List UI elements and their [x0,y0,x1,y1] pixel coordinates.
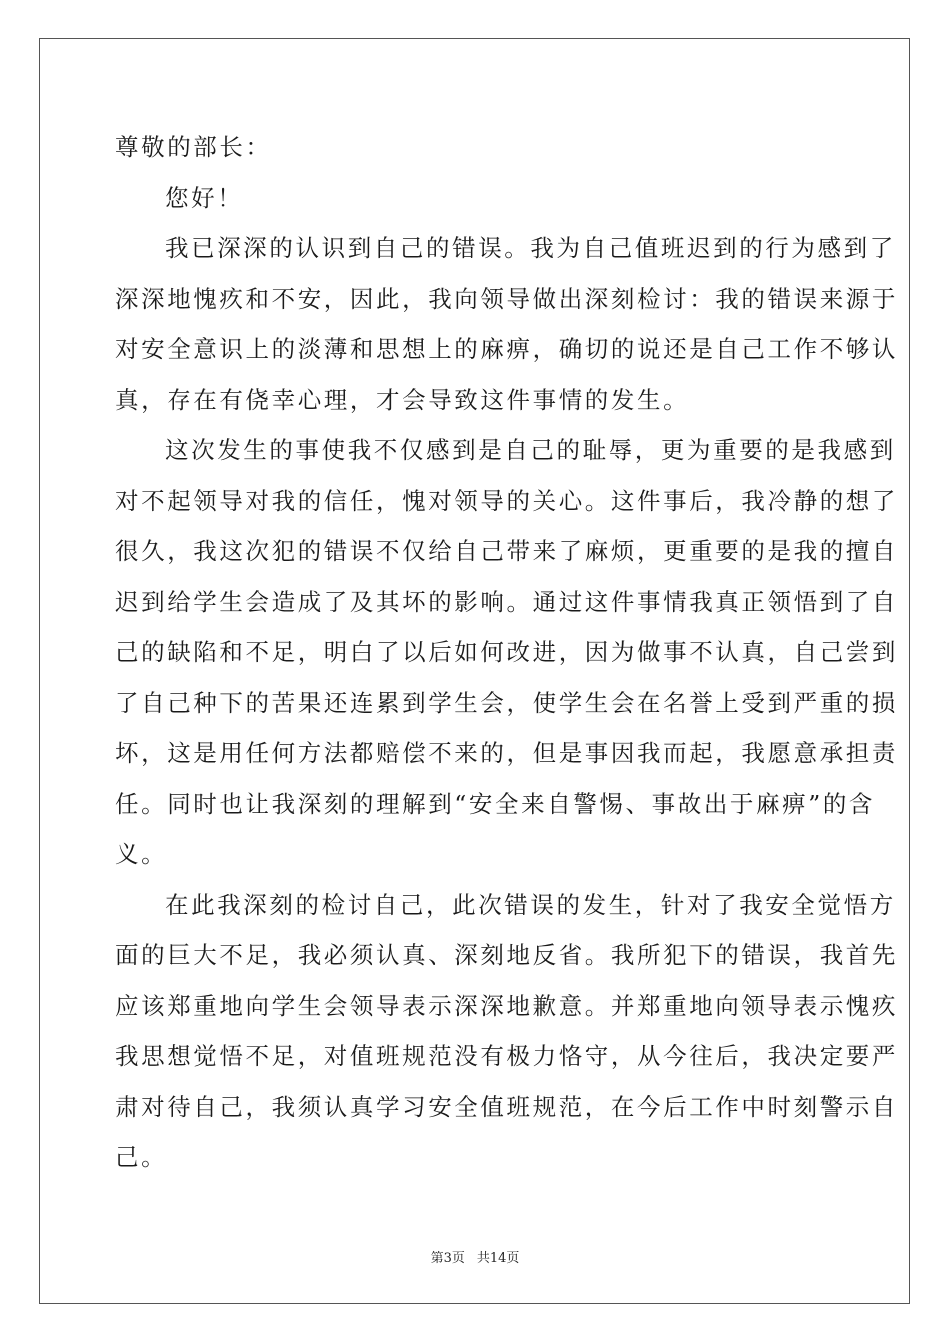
paragraph-line: 对安全意识上的淡薄和思想上的麻痹，确切的说还是自己工作不够认 [115,335,898,363]
page-footer [0,1247,950,1266]
paragraph-line: 面的巨大不足，我必须认真、深刻地反省。我所犯下的错误，我首先 [115,941,898,969]
paragraph-line: 坏，这是用任何方法都赔偿不来的，但是事因我而起，我愿意承担责 [115,739,898,767]
paragraph-line: 任。同时也让我深刻的理解到“安全来自警惕、事故出于麻痹”的含 [115,789,876,818]
paragraph-line: 了自己种下的苦果还连累到学生会，使学生会在名誉上受到严重的损 [115,688,898,717]
paragraph-line: 己的缺陷和不足，明白了以后如何改进，因为做事不认真，自己尝到 [115,638,898,666]
paragraph-line: 肃对待自己，我须认真学习安全值班规范，在今后工作中时刻警示自 [115,1092,898,1121]
document-body [115,128,898,1189]
paragraph-line: 我思想觉悟不足，对值班规范没有极力恪守，从今往后，我决定要严 [115,1042,898,1070]
paragraph-line: 我已深深的认识到自己的错误。我为自己值班迟到的行为感到了 [165,234,896,262]
paragraph-line: 迟到给学生会造成了及其坏的影响。通过这件事情我真正领悟到了自 [115,587,898,616]
paragraph-line: 应该郑重地向学生会领导表示深深地歉意。并郑重地向领导表示愧疚 [115,991,898,1020]
paragraph-3 [115,886,898,1189]
paragraph-line: 对不起领导对我的信任，愧对领导的关心。这件事后，我冷静的想了 [115,486,898,515]
paragraph-line: 深深地愧疚和不安，因此，我向领导做出深刻检讨：我的错误来源于 [115,284,898,313]
greeting-line: 尊敬的部长： [115,133,272,161]
paragraph-2 [115,431,898,886]
paragraph-line: 真，存在有侥幸心理，才会导致这件事情的发生。 [115,385,690,414]
page-number: 第3页 [430,1251,465,1266]
paragraph-line: 这次发生的事使我不仅感到是自己的耻辱，更为重要的是我感到 [165,436,896,464]
paragraph-line: 很久，我这次犯的错误不仅给自己带来了麻烦，更重要的是我的擅自 [115,537,898,565]
salutation-line: 您好！ [165,183,244,212]
paragraph-line: 在此我深刻的检讨自己，此次错误的发生，针对了我安全觉悟方 [165,890,896,919]
paragraph-1 [115,229,898,431]
page-total: 共14页 [476,1251,520,1266]
paragraph-line: 义。 [115,840,168,868]
paragraph-line: 己。 [115,1143,168,1171]
